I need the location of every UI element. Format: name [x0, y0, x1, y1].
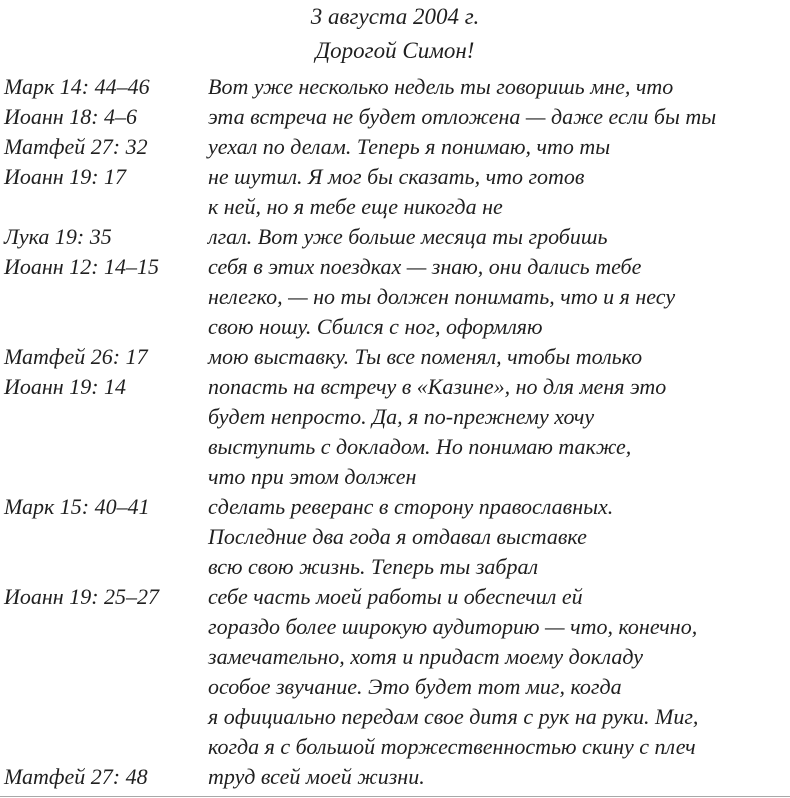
letter-line — [0, 432, 790, 462]
letter-line — [0, 702, 790, 732]
letter-line — [0, 102, 790, 132]
letter-line — [0, 402, 790, 432]
letter-text-line: особое звучание. Это будет тот миг, когда — [208, 674, 622, 699]
letter-line — [0, 492, 790, 522]
verse-reference: Иоанн 19: 17 — [4, 164, 127, 189]
letter-line — [0, 522, 790, 552]
letter-line — [0, 132, 790, 162]
verse-reference — [0, 402, 208, 432]
verse-reference — [0, 672, 208, 702]
letter-text-line: себя в этих поездках — знаю, они дались тебе — [208, 254, 642, 279]
verse-reference: Иоанн 18: 4–6 — [4, 104, 138, 129]
verse-reference — [0, 432, 208, 462]
verse-reference: Марк 14: 44–46 — [4, 74, 150, 99]
letter-text-line: нелегко, — но ты должен понимать, что и я несу — [208, 284, 676, 309]
verse-reference: Матфей 27: 48 — [4, 764, 148, 789]
letter-line — [0, 252, 790, 282]
letter-line — [0, 462, 790, 492]
letter-text-line: к ней, но я тебе еще никогда не — [208, 194, 503, 219]
letter-text-line: попасть на встречу в «Казине», но для меня это — [208, 374, 667, 399]
letter-text-line: будет непросто. Да, я по-прежнему хочу — [208, 404, 595, 429]
letter-line — [0, 732, 790, 762]
verse-reference — [0, 552, 208, 582]
verse-reference: Иоанн 19: 14 — [4, 374, 127, 399]
letter-text-line: эта встреча не будет отложена — даже если бы ты — [208, 104, 717, 129]
letter-line — [0, 642, 790, 672]
letter-text-line: лгал. Вот уже больше месяца ты гробишь — [208, 224, 608, 249]
verse-reference — [0, 282, 208, 312]
verse-reference — [0, 312, 208, 342]
letter-text-line: уехал по делам. Теперь я понимаю, что ты — [208, 134, 611, 159]
letter-line — [0, 342, 790, 372]
verse-reference — [0, 702, 208, 732]
verse-reference: Марк 15: 40–41 — [4, 494, 150, 519]
letter-line — [0, 762, 790, 792]
letter-text-line: сделать реверанс в сторону православных. — [208, 494, 614, 519]
letter-line — [0, 72, 790, 102]
letter-text-line: выступить с докладом. Но понимаю также, — [208, 434, 632, 459]
verse-reference: Матфей 26: 17 — [4, 344, 148, 369]
verse-reference — [0, 612, 208, 642]
letter-text-line: себе часть моей работы и обеспечил ей — [208, 584, 583, 609]
letter-line — [0, 282, 790, 312]
letter-text-line: гораздо более широкую аудиторию — что, конечно, — [208, 614, 698, 639]
letter-date: 3 августа 2004 г. — [310, 4, 480, 29]
bottom-rule — [0, 796, 790, 797]
letter-line — [0, 312, 790, 342]
letter-text-line: замечательно, хотя и придаст моему докладу — [208, 644, 643, 669]
letter-text-line: труд всей моей жизни. — [208, 764, 425, 789]
letter-line — [0, 672, 790, 702]
verse-reference: Лука 19: 35 — [4, 224, 112, 249]
verse-reference — [0, 192, 208, 222]
letter-line — [0, 552, 790, 582]
verse-reference: Иоанн 12: 14–15 — [4, 254, 160, 279]
verse-reference: Матфей 27: 32 — [4, 134, 148, 159]
letter-line — [0, 162, 790, 192]
letter-text-line: я официально передам свое дитя с рук на руки. Миг, — [208, 704, 699, 729]
letter-line — [0, 192, 790, 222]
verse-reference — [0, 522, 208, 552]
letter-line — [0, 582, 790, 612]
letter-text-line: что при этом должен — [208, 464, 417, 489]
letter-text-line: всю свою жизнь. Теперь ты забрал — [208, 554, 539, 579]
verse-reference — [0, 732, 208, 762]
letter-body — [0, 72, 790, 792]
letter-text-line: не шутил. Я мог бы сказать, что готов — [208, 164, 585, 189]
letter-line — [0, 612, 790, 642]
letter-salutation: Дорогой Симон! — [315, 38, 475, 63]
verse-reference — [0, 462, 208, 492]
letter-text-line: мою выставку. Ты все поменял, чтобы только — [208, 344, 643, 369]
letter-line — [0, 372, 790, 402]
letter-text-line: свою ношу. Сбился с ног, оформляю — [208, 314, 543, 339]
verse-reference: Иоанн 19: 25–27 — [4, 584, 160, 609]
letter-text-line: Последние два года я отдавал выставке — [208, 524, 587, 549]
letter-text-line: Вот уже несколько недель ты говоришь мне, что — [208, 74, 674, 99]
letter-line — [0, 222, 790, 252]
verse-reference — [0, 642, 208, 672]
letter-text-line: когда я с большой торжественностью скину с плеч — [208, 734, 696, 759]
